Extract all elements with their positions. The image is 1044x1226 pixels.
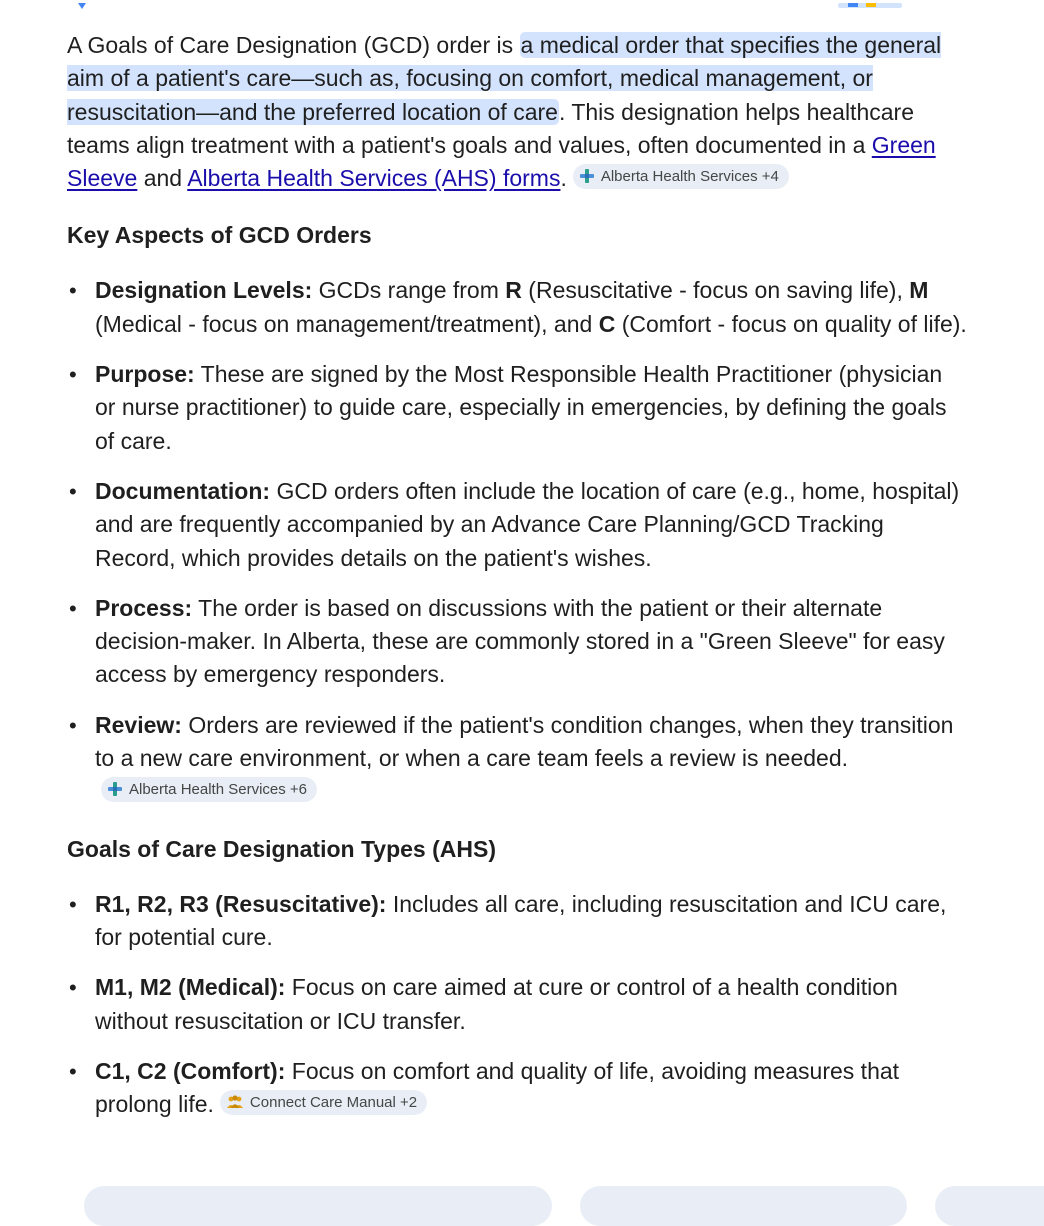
list-item: [69, 592, 967, 692]
item-text: GCD orders often include the location of care (e.g., home, hospital) and are frequently accompanied by an Advance Care Planning/GCD Tracking Record, which provides details on the patient's wishes.: [95, 477, 960, 571]
item-text: (Medical - focus on management/treatment), and: [95, 310, 599, 337]
bullet: •: [69, 478, 77, 504]
item-bold: M: [909, 277, 929, 304]
item-label: C1, C2 (Comfort):: [95, 1057, 286, 1084]
item-label: Designation Levels:: [95, 277, 313, 304]
list-item: [69, 1055, 967, 1122]
key-aspects-list: [67, 274, 967, 808]
intro-text-after: . This designation helps healthcare teams align treatment with a patient's goals and values, often documented in a: [67, 98, 914, 158]
item-bold: C: [598, 310, 616, 337]
item-label: Documentation:: [95, 477, 271, 504]
item-label: R1, R2, R3 (Resuscitative):: [95, 890, 387, 917]
gcd-types-list: [67, 888, 967, 1122]
item-label: Purpose:: [95, 361, 195, 388]
item-text: GCDs range from: [312, 277, 506, 304]
green-sleeve-link[interactable]: Green Sleeve: [67, 131, 936, 192]
item-text: Focus on comfort and quality of life, avoiding measures that prolong life.: [95, 1057, 900, 1118]
chip-label: Alberta Health Services +6: [129, 780, 308, 798]
list-item: [69, 888, 967, 955]
item-text: The order is based on discussions with the patient or their alternate decision-maker. In Alberta, these are commonly stored in a "Green Sleeve" for easy access by emergency responders.: [95, 594, 945, 688]
follow-up-chip[interactable]: [84, 1186, 552, 1226]
ai-answer-content: [67, 29, 967, 1138]
source-chip-ahs[interactable]: [573, 164, 789, 189]
item-text: (Resuscitative - focus on saving life),: [521, 277, 910, 304]
source-chip-connect-care[interactable]: [220, 1090, 427, 1115]
list-item: [69, 971, 967, 1038]
item-label: Review:: [95, 711, 182, 738]
list-item: [69, 358, 967, 458]
item-text: Orders are reviewed if the patient's condition changes, when they transition to a new care environment, or when a care team feels a review is needed.: [95, 711, 954, 772]
item-text: Focus on care aimed at cure or control of a health condition without resuscitation or ICU transfer.: [95, 974, 898, 1034]
intro-period: .: [560, 165, 567, 192]
list-item: [69, 274, 967, 341]
ahs-forms-link[interactable]: Alberta Health Services (AHS) forms: [187, 165, 561, 192]
item-text: These are signed by the Most Responsible Health Practitioner (physician or nurse practitioner) to guide care, especially in emergencies, by defining the goals of care.: [95, 361, 947, 454]
intro-highlight: a medical order that specifies the general aim of a patient's care—such as, focusing on comfort, medical management, or resuscitation—and the preferred location of care: [67, 32, 942, 125]
chip-label: Alberta Health Services +4: [600, 167, 779, 185]
bullet: •: [69, 278, 77, 304]
follow-up-chip[interactable]: [580, 1186, 907, 1226]
bullet: •: [69, 1058, 77, 1084]
source-chip-ahs-6[interactable]: [101, 777, 317, 802]
bullet: •: [69, 362, 77, 388]
item-label: M1, M2 (Medical):: [95, 974, 286, 1001]
bullet: •: [69, 595, 77, 621]
list-item: [69, 475, 967, 575]
ahs-cross-icon: [107, 781, 123, 797]
list-item: [69, 709, 967, 809]
people-icon: [226, 1094, 244, 1110]
top-edge-fragment: [0, 0, 1044, 10]
chip-label: Connect Care Manual +2: [249, 1093, 418, 1111]
intro-paragraph: [67, 29, 967, 195]
bullet: •: [69, 891, 77, 917]
item-text: Includes all care, including resuscitation and ICU care, for potential cure.: [95, 890, 947, 950]
item-label: Process:: [95, 594, 193, 621]
item-text: (Comfort - focus on quality of life).: [615, 310, 967, 337]
key-aspects-heading: Key Aspects of GCD Orders: [67, 222, 372, 249]
intro-text-before: A Goals of Care Designation (GCD) order is: [67, 32, 520, 58]
intro-and: and: [137, 165, 188, 192]
item-bold: R: [505, 277, 522, 304]
follow-up-chips-row: [0, 1186, 1044, 1200]
gcd-types-heading: Goals of Care Designation Types (AHS): [67, 835, 496, 862]
bullet: •: [69, 712, 77, 738]
follow-up-chip[interactable]: [935, 1186, 1044, 1226]
ahs-cross-icon: [579, 168, 595, 184]
bullet: •: [69, 975, 77, 1001]
